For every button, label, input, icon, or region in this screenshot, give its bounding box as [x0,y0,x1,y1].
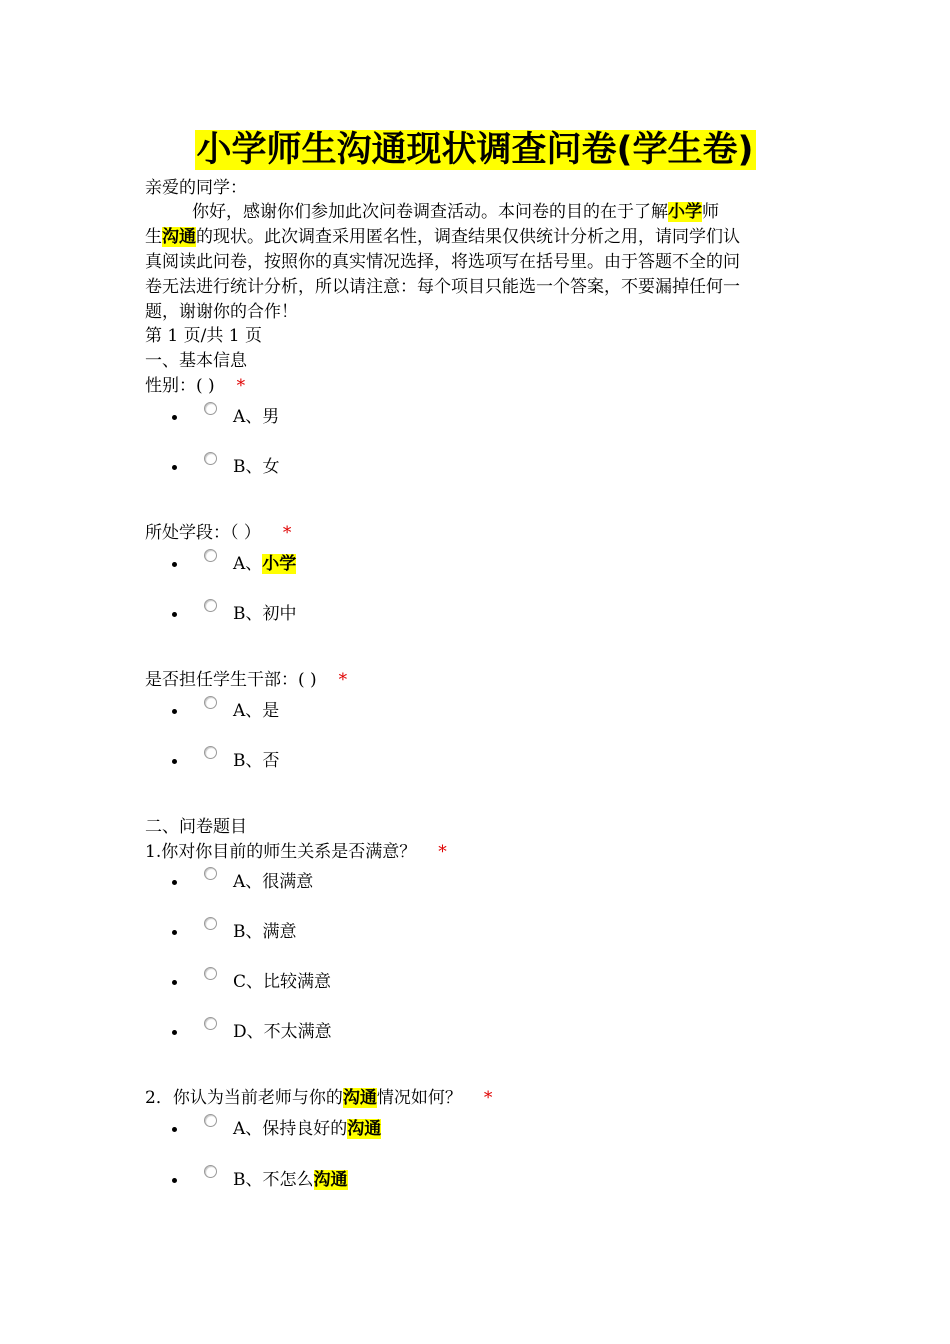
section-heading-questions: 二、问卷题目 [145,817,247,837]
page-title: 小学师生沟通现状调查问卷(学生卷) [196,130,754,170]
question-1: 1.你对你目前的师生关系是否满意？ * [145,842,447,862]
keyword-highlight: 沟通 [347,1119,382,1139]
bullet [172,880,177,885]
bullet [172,759,177,764]
radio-button[interactable] [204,402,217,415]
bullet [172,612,177,617]
keyword-highlight: 沟通 [342,1088,377,1108]
page-indicator: 第 1 页/共 1 页 [145,326,262,346]
bullet [172,980,177,985]
keyword-highlight: 小学 [668,202,702,222]
required-asterisk: * [338,670,348,690]
section-heading-basic-info: 一、基本信息 [145,351,247,371]
radio-button[interactable] [204,452,217,465]
keyword-highlight: 沟通 [313,1170,348,1190]
radio-button[interactable] [204,917,217,930]
keyword-highlight: 小学 [262,554,297,574]
bullet [172,562,177,567]
radio-button[interactable] [204,1114,217,1127]
radio-button[interactable] [204,599,217,612]
question-gender: 性别：( ) * [145,376,246,396]
question-school-stage: 所处学段：（ ） * [145,523,292,543]
bullet [172,465,177,470]
radio-button[interactable] [204,696,217,709]
bullet [172,1178,177,1183]
required-asterisk: * [236,376,246,396]
greeting: 亲爱的同学： [145,178,247,198]
keyword-highlight: 沟通 [162,227,196,247]
intro-paragraph: 你好，感谢你们参加此次问卷调查活动。本问卷的目的在于了解小学师 生沟通的现状。此次调查采用匿名性，调查结果仅供统计分析之用，请同学们认 真阅读此问卷，按照你的真实情况选择，将选项写在括号里。由于答题不全的问 卷无法进行统计分析，所以请注意：每个项目只能选一个答案，不要漏掉任何一 题，谢谢你的合作！ [145,202,740,322]
bullet [172,709,177,714]
question-student-cadre: 是否担任学生干部：( ) * [145,670,348,690]
radio-button[interactable] [204,746,217,759]
question-2: 2．你认为当前老师与你的沟通情况如何？ * [145,1088,493,1108]
required-asterisk: * [438,842,447,862]
radio-button[interactable] [204,1017,217,1030]
required-asterisk: * [483,1088,493,1108]
bullet [172,1030,177,1035]
radio-button[interactable] [204,867,217,880]
radio-button[interactable] [204,549,217,562]
radio-button[interactable] [204,967,217,980]
bullet [172,415,177,420]
bullet [172,930,177,935]
radio-button[interactable] [204,1165,217,1178]
required-asterisk: * [282,523,292,543]
bullet [172,1127,177,1132]
questionnaire-page: 小学师生沟通现状调查问卷(学生卷) 亲爱的同学： 你好，感谢你们参加此次问卷调查活动。本问卷的目的在于了解小学师 生沟通的现状。此次调查采用匿名性，调查结果仅供统计分析之用，请同学们认 真阅读此问卷，按照你的真实情况选择，将选项写在括号里。由于答题不全的问 卷无法进行统计分析，所以请注意：每个项目只能选一个答案，不要漏掉任何一 题，谢谢你的合作！ 第 1 页/共 1 页 一、基本信息 性别：( ) * A、男 B、女 所处学段：（ ） * A、小学 B、初中 是否担任学生干部：( ) * A、是 B、否 二、问卷题目 1.你对你目前的师生关系是否满意？ * A、很满意 B、满意 C、比较满意 D、不太满意 2．你认为当前老师与你的沟通情况如何？ * A、保持良好的沟通 B、不怎么沟通 [0,0,950,1344]
